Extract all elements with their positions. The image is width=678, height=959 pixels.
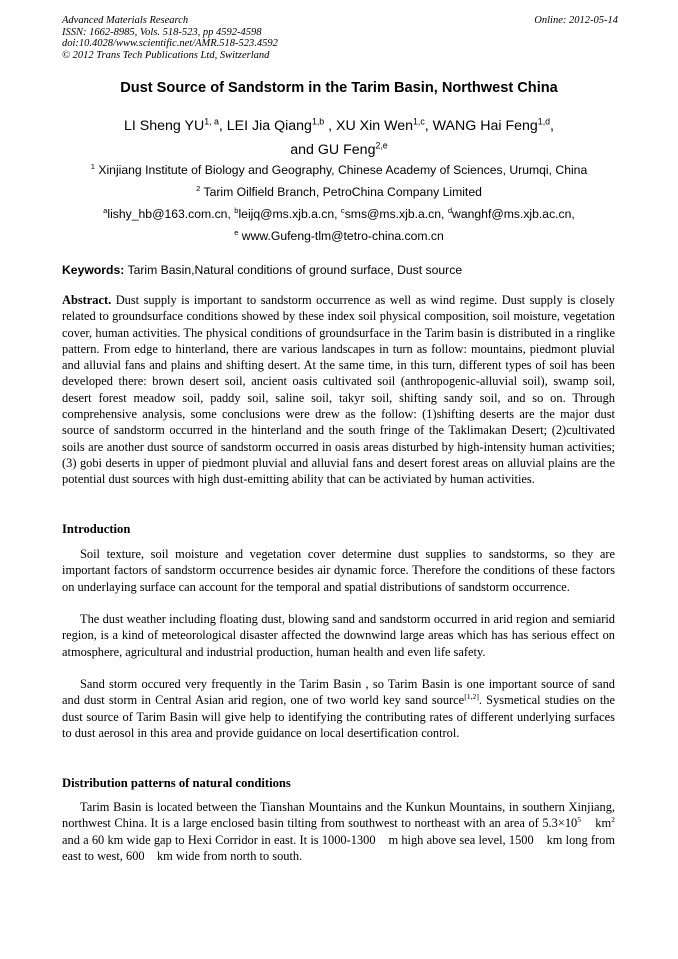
copyright: © 2012 Trans Tech Publications Ltd, Switzerland <box>62 49 270 61</box>
intro-paragraph-1: Soil texture, soil moisture and vegetation cover determine dust supplies to sandstorms, so they are important factors of sandstorm occurrence besides air dynamic force. Therefore the conditions of these factors on underlaying surface can account for the temporal and spatial distributions of sandstorm occurrence. <box>62 547 615 594</box>
intro-p3-text-a: Sand storm occured very frequently in the Tarim Basin , so Tarim Basin is one important source of sand and dust storm in Central Asian arid region, one of two world key sand source <box>62 677 615 708</box>
author-4-sup: 1,d <box>537 116 551 127</box>
dist-p1-exp2: 2 <box>611 815 615 825</box>
author-5: and GU Feng <box>290 142 376 158</box>
online-date: Online: 2012-05-14 <box>534 15 618 26</box>
abstract-text: Dust supply is important to sandstorm occurrence as well as wind regime. Dust supply is closely related to groundsurface conditions showed by these index soil physical composition, soil moisture, vegetation cover, human activities. The physical conditions of groundsurface in the Tarim basin is distributed in a ringlike pattern. From edge to hinterland, there are various landscapes in turn as follow: mountains, piedmont pluvial and alluvial fans and plains and shifting desert. At the same time, in this turn, different types of soil has been developed there: brown desert soil, ancient oasis cultivated soil (anthropogenic-alluvial soil), swamp soil, desert forest meadow soil, paddy soil, saline soil, takyr soil, shifting sandy soil, and so on. Through comprehensive analysis, some conclusions were drew as the follow: (1)shifting deserts are the major dust source of sandstorm occurred in the hinterland and the south fringe of the Taklimakan Desert; (2)cultivated soils are another dust source of sandstorm occurred in oasis areas disturbed by high-intensity human activities; (3) gobi deserts in upper of piedmont pluvial and alluvial fans and desert forest areas on alluvial plains are the potential dust sources with high dust-emitting ability that can be activiated by human activities. <box>62 293 615 487</box>
email-d: wanghf@ms.xjb.ac.cn, <box>452 207 575 221</box>
section-heading-introduction: Introduction <box>62 522 131 536</box>
email-c: sms@ms.xjb.a.cn, <box>344 207 448 221</box>
author-2: , LEI Jia Qiang <box>218 118 312 134</box>
author-3: , XU Xin Wen <box>324 118 414 134</box>
affiliation-1-text: Xinjiang Institute of Biology and Geography, Chinese Academy of Sciences, Urumqi, China <box>94 163 588 177</box>
intro-paragraph-3 <box>62 676 615 741</box>
keywords-label: Keywords: <box>62 263 125 277</box>
author-4-tail: , <box>550 118 554 134</box>
journal-name: Advanced Materials Research <box>62 15 189 26</box>
email-c-sup: c <box>340 205 345 215</box>
paper-title: Dust Source of Sandstorm in the Tarim Basin, Northwest China <box>120 80 558 96</box>
email-b: leijq@ms.xjb.a.cn, <box>238 207 341 221</box>
distribution-paragraph-1 <box>62 799 619 864</box>
email-e: www.Gufeng-tlm@tetro-china.com.cn <box>238 229 444 243</box>
author-1-sup: 1, a <box>204 116 219 127</box>
issn: ISSN: 1662-8985, Vols. 518-523, pp 4592-4598 <box>62 26 262 38</box>
author-list <box>0 114 678 162</box>
intro-p3-text-b: . Sysmetical studies on the dust source of Tarim Basin will give help to identifying the contributing rates of different underlying surfaces to dust aerosol in this area and provide guidance on local desertification control. <box>62 693 615 740</box>
keywords-text: Tarim Basin,Natural conditions of ground surface, Dust source <box>124 263 463 277</box>
abstract-label: Abstract. <box>62 293 112 307</box>
affiliation-2-text: Tarim Oilfield Branch, PetroChina Company Limited <box>200 185 482 199</box>
journal-meta <box>62 15 618 61</box>
intro-paragraph-2: The dust weather including floating dust, blowing sand and sandstorm occurred in arid region and semiarid region, is a kind of meteorological disaster affected the downwind large areas which has has serious effect on atmosphere, agricultural and industrial production, human health and even life safety. <box>62 612 615 659</box>
abstract <box>62 292 615 488</box>
section-heading-distribution: Distribution patterns of natural conditions <box>62 776 291 790</box>
author-3-sup: 1,c <box>413 116 425 127</box>
affiliation-1 <box>0 163 678 177</box>
affiliation-1-sup: 1 <box>90 161 95 171</box>
author-5-sup: 2,e <box>375 140 388 151</box>
author-line-2 <box>0 138 678 162</box>
dist-p1-text-c: and a 60 km wide gap to Hexi Corridor in east. It is 1000-1300 m high above sea level, 1500 km long from east to west, 600 km wide from north to south. <box>62 816 619 863</box>
author-4: , WANG Hai Feng <box>424 118 538 134</box>
author-line-1 <box>0 114 678 138</box>
author-1: LI Sheng YU <box>124 118 205 134</box>
dist-p1-exp1: 5 <box>577 815 582 825</box>
affiliation-2-sup: 2 <box>196 183 201 193</box>
email-line-1 <box>0 207 678 221</box>
email-b-sup: b <box>234 205 239 215</box>
email-a: lishy_hb@163.com.cn, <box>107 207 235 221</box>
dist-p1-text-b: km <box>581 816 612 831</box>
keywords <box>62 263 462 277</box>
email-d-sup: d <box>447 205 453 215</box>
email-line-2 <box>0 229 678 243</box>
author-2-sup: 1,b <box>311 116 325 127</box>
email-e-sup: e <box>234 227 239 237</box>
affiliation-2 <box>0 185 678 199</box>
citation-ref: [1,2] <box>464 692 479 702</box>
dist-p1-text-a: Tarim Basin is located between the Tianshan Mountains and the Kunkun Mountains, in southern Xinjiang, northwest China. It is a large enclosed basin tilting from southwest to northeast with an area of 5.3×10 <box>62 800 619 831</box>
doi: doi:10.4028/www.scientific.net/AMR.518-523.4592 <box>62 38 278 49</box>
email-a-sup: a <box>103 205 108 215</box>
